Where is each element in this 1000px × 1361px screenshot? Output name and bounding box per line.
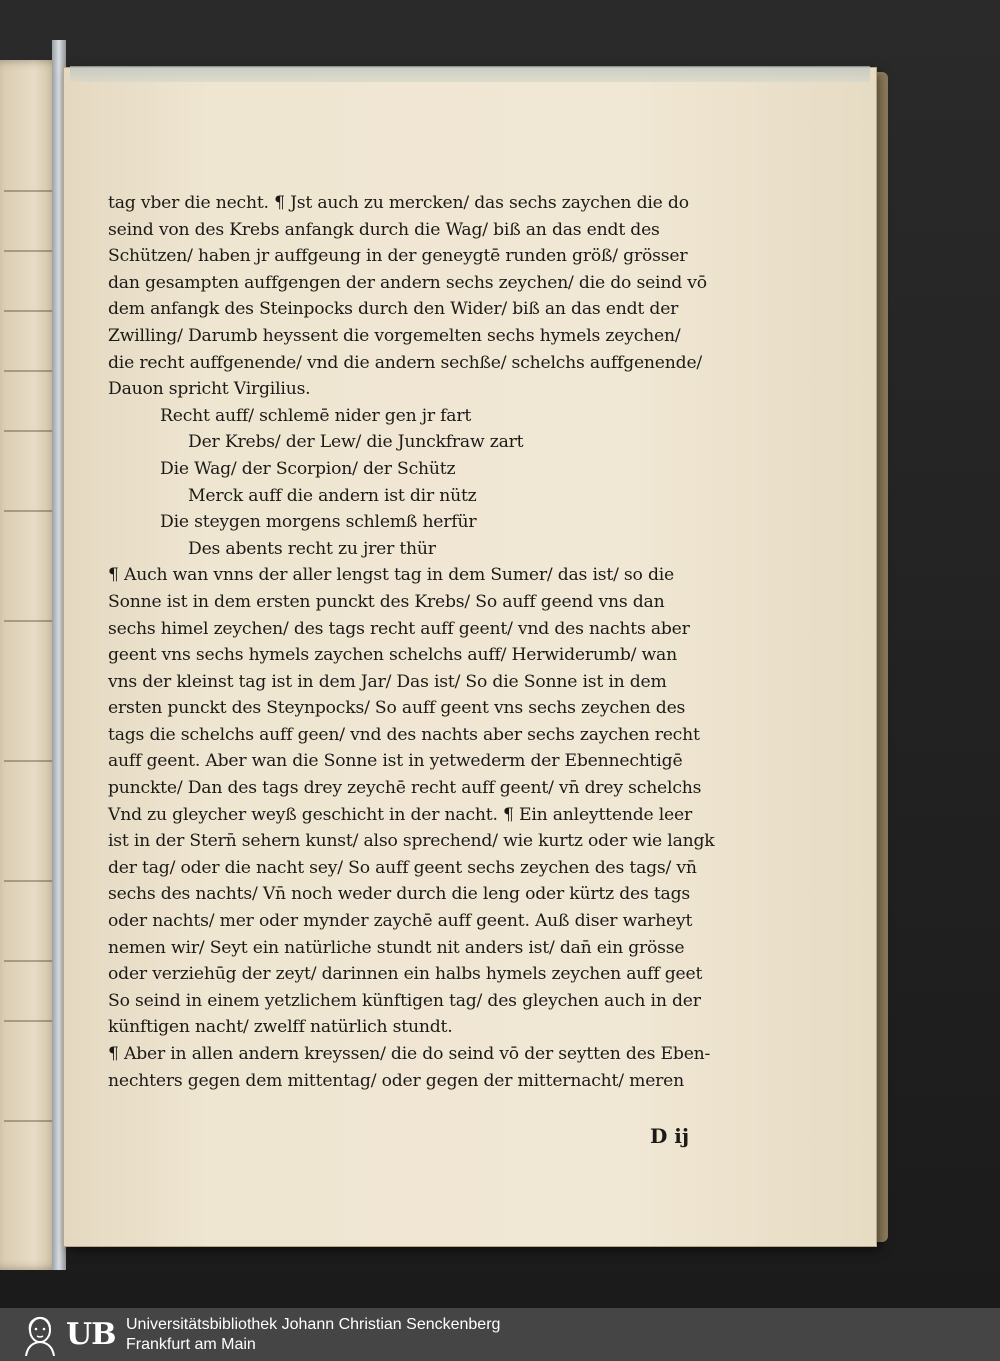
text-line: ¶ Auch wan vnns der aller lengst tag in dem Sumer/ das ist/ so die <box>108 565 675 586</box>
verse-line: Die Wag/ der Scorpion/ der Schütz <box>160 458 456 479</box>
verse-line: Die steygen morgens schlemß herfür <box>160 512 477 533</box>
text-line: oder nachts/ mer oder mynder zaychē auff geent. Auß diser warheyt <box>108 911 693 932</box>
text-line: tag vber die necht. ¶ Jst auch zu mercken/ das sechs zaychen die do <box>108 193 689 213</box>
text-line: Vnd zu gleycher weyß geschicht in der nacht. ¶ Ein anleyttende leer <box>108 804 693 825</box>
page-top-strip <box>70 66 870 82</box>
text-line: ersten punckt des Steynpocks/ So auff geent vns sechs zeychen des <box>108 698 686 719</box>
verse-line: Des abents recht zu jrer thür <box>188 538 436 559</box>
senckenberg-portrait-icon <box>20 1313 60 1356</box>
text-line: ¶ Aber in allen andern kreyssen/ die do seind vō der seytten des Eben- <box>108 1044 711 1064</box>
library-logo[interactable] <box>20 1313 116 1356</box>
text-line: der tag/ oder die nacht sey/ So auff geent sechs zeychen des tags/ vn̄ <box>108 857 697 878</box>
text-line: die recht auffgenende/ vnd die andern sechße/ schelchs auffgenende/ <box>108 352 703 373</box>
text-line: nemen wir/ Seyt ein natürliche stundt nit anders ist/ dan̄ ein grösse <box>108 937 685 958</box>
text-line: oder verziehūg der zeyt/ darinnen ein halbs hymels zeychen auff geet <box>108 964 703 985</box>
text-line: seind von des Krebs anfangk durch die Wag/ biß an das endt des <box>108 219 660 240</box>
page-text <box>108 190 768 1094</box>
verse-block <box>108 403 768 563</box>
text-line: auff geent. Aber wan die Sonne ist in yetwederm der Ebennechtigē <box>108 751 683 772</box>
logo-ub-text: UB <box>66 1317 116 1352</box>
text-line: So seind in einem yetzlichem künftigen tag/ des gleychen auch in der <box>108 990 701 1011</box>
footer-line-1: Universitätsbibliothek Johann Christian Senckenberg <box>126 1316 501 1333</box>
text-line: sechs himel zeychen/ des tags recht auff geent/ vnd des nachts aber <box>108 618 690 639</box>
paragraph-1 <box>108 190 768 403</box>
signature-mark: D ij <box>650 1124 690 1148</box>
verse-line: Merck auff die andern ist dir nütz <box>188 485 477 506</box>
text-line: geent vns sechs hymels zaychen schelchs auff/ Herwiderumb/ wan <box>108 645 677 666</box>
text-line: sechs des nachts/ Vn̄ noch weder durch die leng oder kürtz des tags <box>108 884 691 905</box>
footer-bar <box>0 1308 1000 1361</box>
paragraph-2 <box>108 562 768 1041</box>
text-line: dan gesampten auffgengen der andern sechs zeychen/ die do seind vō <box>108 272 707 293</box>
footer-institution <box>126 1315 500 1355</box>
verse-line: Recht auff/ schlemē nider gen jr fart <box>160 405 472 426</box>
text-line: tags die schelchs auff geen/ vnd des nachts aber sechs zaychen recht <box>108 724 700 745</box>
text-line: punckte/ Dan des tags drey zeychē recht auff geent/ vn̄ drey schelchs <box>108 778 702 799</box>
text-line: vns der kleinst tag ist in dem Jar/ Das ist/ So die Sonne ist in dem <box>108 671 667 692</box>
text-line: Sonne ist in dem ersten punckt des Krebs/ So auff geend vns dan <box>108 591 665 612</box>
text-line: ist in der Stern̄ sehern kunst/ also sprechend/ wie kurtz oder wie langk <box>108 831 715 852</box>
text-line: künftigen nacht/ zwelff natürlich stundt. <box>108 1017 453 1038</box>
footer-line-2: Frankfurt am Main <box>126 1336 256 1353</box>
verse-line: Der Krebs/ der Lew/ die Junckfraw zart <box>188 432 524 453</box>
paragraph-3 <box>108 1041 768 1094</box>
text-line: nechters gegen dem mittentag/ oder gegen der mitternacht/ meren <box>108 1070 685 1091</box>
text-line: Zwilling/ Darumb heyssent die vorgemelten sechs hymels zeychen/ <box>108 325 681 346</box>
text-line: Schützen/ haben jr auffgeung in der geneygtē runden größ/ grösser <box>108 246 688 267</box>
text-line: Dauon spricht Virgilius. <box>108 379 311 400</box>
text-line: dem anfangk des Steinpocks durch den Wider/ biß an das endt der <box>108 299 679 320</box>
